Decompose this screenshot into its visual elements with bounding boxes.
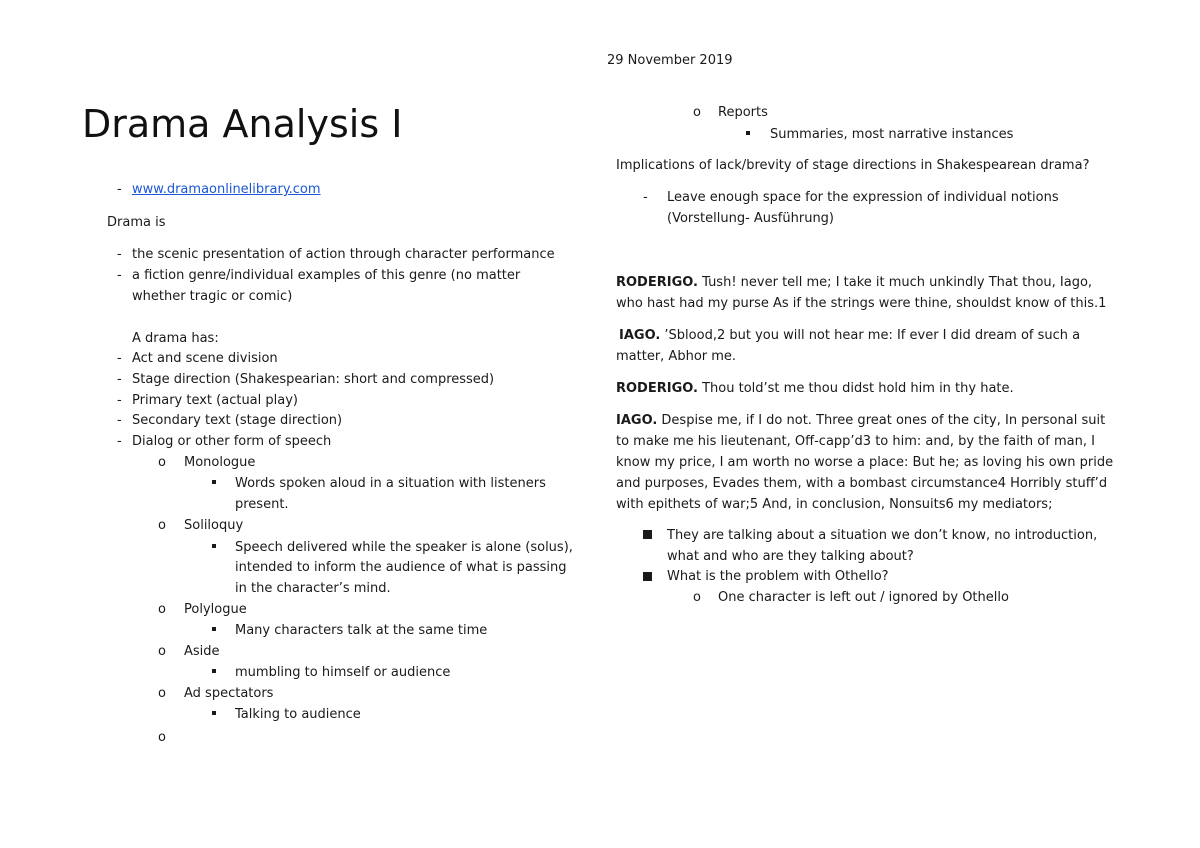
document-date: 29 November 2019: [607, 53, 733, 68]
circle-bullet: o: [693, 590, 701, 605]
dash-marker: -: [117, 351, 122, 366]
definition-1: the scenic presentation of action through character performance: [132, 247, 555, 262]
roderigo-speech-2: [616, 378, 1014, 399]
soliloquy-label: Soliloquy: [184, 518, 244, 533]
circle-bullet: o: [158, 455, 166, 470]
page-title: Drama Analysis I: [82, 102, 403, 146]
definition-2-line-1: a fiction genre/individual examples of this genre (no matter: [132, 268, 521, 283]
dash-marker: -: [117, 434, 122, 449]
circle-bullet: o: [158, 602, 166, 617]
iago-speech-2-line: and purposes, Evades them, with a bombast circumstance4 Horribly stuff’d: [616, 476, 1108, 491]
list-item: Act and scene division: [132, 351, 278, 366]
aside-label: Aside: [184, 644, 220, 659]
observation-1-line-2: what and who are they talking about?: [667, 549, 914, 564]
iago-speech-2-line: know my price, I am worth no worse a place: But he; as loving his own pride: [616, 455, 1114, 470]
square-bullet-icon: [746, 131, 750, 135]
reports-desc: Summaries, most narrative instances: [770, 127, 1014, 142]
roderigo-speech-1-line-2: who hast had my purse As if the strings were thine, shouldst know of this.1: [616, 296, 1107, 311]
ad-spectators-label: Ad spectators: [184, 686, 274, 701]
iago-speech-2-line: to make me his lieutenant, Off-capp’d3 to him: and, by the faith of man, I: [616, 434, 1095, 449]
drama-online-link[interactable]: www.dramaonlinelibrary.com: [132, 182, 321, 197]
speech-text: Thou told’st me thou didst hold him in thy hate.: [697, 381, 1014, 396]
circle-bullet: o: [158, 686, 166, 701]
observation-1-line-1: They are talking about a situation we don’t know, no introduction,: [667, 528, 1098, 543]
square-bullet-icon: [212, 480, 216, 484]
drama-has-heading: A drama has:: [132, 331, 219, 346]
answer-line-1: Leave enough space for the expression of individual notions: [667, 190, 1059, 205]
circle-bullet: o: [158, 644, 166, 659]
iago-speech-2-line: with epithets of war;5 And, in conclusion, Nonsuits6 my mediators;: [616, 497, 1053, 512]
dash-marker: -: [117, 247, 122, 262]
speaker-name: IAGO.: [616, 413, 658, 428]
answer-line-2: (Vorstellung- Ausführung): [667, 211, 835, 226]
circle-bullet: o: [158, 730, 166, 745]
iago-speech-1: [619, 325, 1080, 346]
polylogue-desc: Many characters talk at the same time: [235, 623, 488, 638]
monologue-desc-line-2: present.: [235, 497, 289, 512]
speech-text: Despise me, if I do not. Three great ones of the city, In personal suit: [657, 413, 1106, 428]
roderigo-speech-1: [616, 272, 1092, 293]
drama-is-label: Drama is: [107, 215, 166, 230]
definition-2-line-2: whether tragic or comic): [132, 289, 293, 304]
soliloquy-desc-line-1: Speech delivered while the speaker is alone (solus),: [235, 540, 573, 555]
dash-marker: -: [117, 413, 122, 428]
speaker-name: IAGO.: [619, 328, 661, 343]
soliloquy-desc-line-3: in the character’s mind.: [235, 581, 391, 596]
ad-spectators-desc: Talking to audience: [235, 707, 361, 722]
soliloquy-desc-line-2: intended to inform the audience of what is passing: [235, 560, 567, 575]
square-bullet-icon: [212, 627, 216, 631]
square-bullet-icon: [643, 572, 652, 581]
reports-label: Reports: [718, 105, 768, 120]
monologue-desc-line-1: Words spoken aloud in a situation with listeners: [235, 476, 546, 491]
dash-marker: -: [643, 190, 648, 205]
dash-marker: -: [117, 268, 122, 283]
list-item: Dialog or other form of speech: [132, 434, 332, 449]
dash-marker: -: [117, 182, 122, 197]
polylogue-label: Polylogue: [184, 602, 247, 617]
circle-bullet: o: [693, 105, 701, 120]
observation-2-sub: One character is left out / ignored by Othello: [718, 590, 1009, 605]
aside-desc: mumbling to himself or audience: [235, 665, 451, 680]
dash-marker: -: [117, 393, 122, 408]
stage-directions-question: Implications of lack/brevity of stage directions in Shakespearean drama?: [616, 158, 1090, 173]
speaker-name: RODERIGO.: [616, 381, 698, 396]
square-bullet-icon: [212, 544, 216, 548]
observation-2: What is the problem with Othello?: [667, 569, 889, 584]
speaker-name: RODERIGO.: [616, 275, 698, 290]
iago-speech-1-line-2: matter, Abhor me.: [616, 349, 737, 364]
speech-text: ’Sblood,2 but you will not hear me: If ever I did dream of such a: [660, 328, 1081, 343]
dash-marker: -: [117, 372, 122, 387]
list-item: Stage direction (Shakespearian: short and compressed): [132, 372, 495, 387]
monologue-label: Monologue: [184, 455, 256, 470]
square-bullet-icon: [212, 711, 216, 715]
square-bullet-icon: [212, 669, 216, 673]
list-item: Primary text (actual play): [132, 393, 298, 408]
square-bullet-icon: [643, 530, 652, 539]
circle-bullet: o: [158, 518, 166, 533]
speech-text: Tush! never tell me; I take it much unkindly That thou, Iago,: [697, 275, 1093, 290]
list-item: Secondary text (stage direction): [132, 413, 343, 428]
iago-speech-2: [616, 410, 1105, 431]
